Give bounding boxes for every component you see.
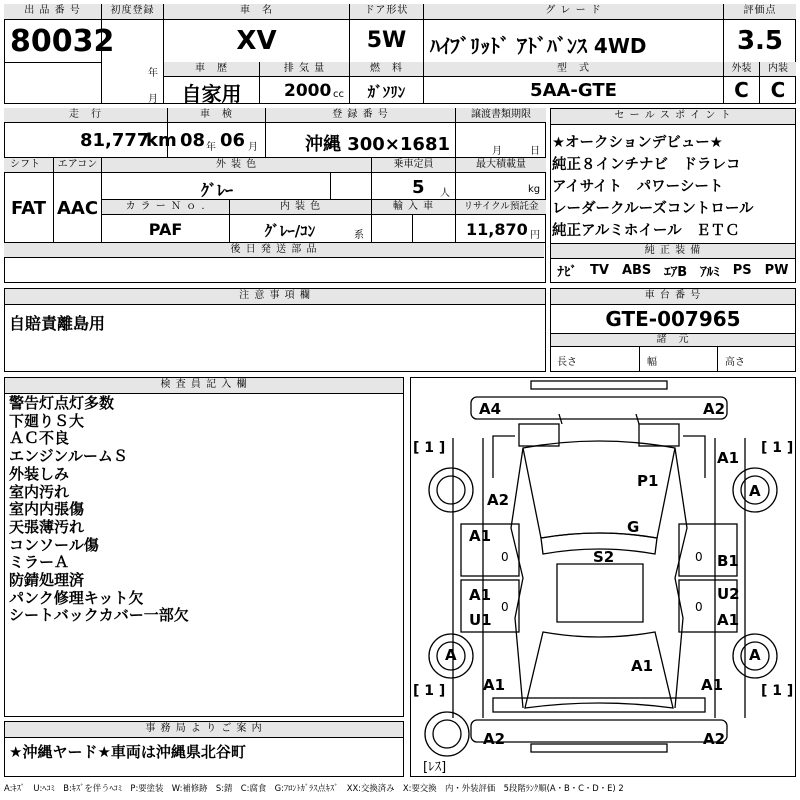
interior-color-cell: [230, 200, 372, 242]
inspector-note: 天張薄汚れ: [9, 517, 85, 536]
inspection-year-unit: 年: [206, 142, 216, 153]
aircon: AAC: [56, 198, 99, 219]
equipment-item: ｱﾙﾐ: [700, 265, 720, 280]
first-registration-year-unit: 年: [148, 68, 158, 79]
transfer-deadline-cell: [456, 108, 546, 158]
inspector-note: エンジンルームＳ: [9, 447, 128, 466]
sales-point-line: 純正８インチナビ ドラレコ: [552, 157, 741, 173]
damage-diagram-section: [410, 377, 796, 777]
exterior-color-label: 外 装 色: [102, 158, 371, 173]
interior-score-label: 内装: [760, 62, 796, 77]
mileage-unit: km: [146, 130, 177, 151]
spare-tire-mark: [ﾚｽ]: [423, 760, 447, 775]
history-label: 車 歴: [164, 62, 259, 77]
car-name: XV: [236, 26, 277, 56]
import-cell: [372, 200, 456, 242]
door-label: ドア形状: [350, 4, 423, 20]
model: 5AA-GTE: [530, 80, 617, 101]
grade: ﾊｲﾌﾞﾘｯﾄﾞ ｱﾄﾞﾊﾞﾝｽ 4WD: [430, 34, 647, 58]
equipment-list: [551, 259, 795, 282]
plate-number: 沖縄 300×1681: [304, 134, 450, 155]
damage-mark: A: [749, 482, 761, 500]
office-notice-section: [4, 721, 404, 777]
dimensions-label: 諸 元: [551, 333, 795, 347]
inspector-note: ＡＣ不良: [9, 429, 70, 448]
grade-cell: [424, 4, 724, 62]
sales-points-section: [550, 108, 796, 283]
first-registration-label: 初度登録: [102, 4, 163, 20]
caution-label: 注 意 事 項 欄: [5, 289, 545, 305]
color-no-label: カ ラ ー Ｎ ｏ .: [102, 200, 229, 215]
capacity: 5: [412, 177, 425, 198]
fuel-cell: [350, 62, 424, 104]
lot-number-cell: [4, 4, 115, 62]
damage-mark: A: [445, 646, 457, 664]
car-outline-diagram: [411, 378, 795, 776]
import-label: 輸 入 車: [372, 200, 455, 215]
equipment-label: 純 正 装 備: [551, 243, 795, 259]
tire-mark: [ 1 ]: [761, 440, 794, 456]
interior-score-cell: [760, 62, 796, 104]
capacity-label: 乗車定員: [372, 158, 455, 173]
color-no-cell: [102, 200, 230, 242]
mileage-cell: [4, 108, 177, 158]
lot-blank-cell: [4, 62, 102, 104]
plate-cell: [266, 108, 456, 158]
tire-mark: [ 1 ]: [413, 683, 446, 699]
lot-number-label: 出 品 番 号: [4, 4, 101, 20]
model-label: 型 式: [424, 62, 723, 77]
sales-point-line: レーダークルーズコントロール: [552, 201, 754, 217]
inspector-note: 警告灯点灯多数: [9, 394, 115, 412]
color-no: PAF: [148, 220, 183, 239]
max-load-label: 最大積載量: [456, 158, 546, 173]
sales-point-line: 純正アルミホイール ＥＴＣ: [552, 223, 740, 239]
equipment-item: PW: [764, 263, 789, 278]
tire-mark: [ 1 ]: [761, 683, 794, 699]
recycle-fee: 11,870: [466, 220, 528, 239]
max-load-unit: kg: [528, 184, 541, 195]
car-name-cell: [164, 4, 350, 62]
later-parts-label: 後 日 発 送 部 品: [4, 243, 544, 258]
damage-mark: A1: [631, 657, 654, 675]
capacity-cell: [372, 158, 456, 200]
damage-mark: A2: [703, 400, 726, 418]
damage-mark: A1: [469, 527, 492, 545]
mileage-label: 走 行: [4, 108, 167, 123]
office-notice-text: ★沖縄ヤード★車両は沖縄県北谷町: [9, 743, 246, 761]
sales-points-label: セ ー ル ス ポ イ ン ト: [551, 109, 795, 125]
sales-point-line: アイサイト パワーシート: [552, 179, 724, 195]
inspector-note: 室内汚れ: [9, 482, 70, 501]
chassis-number: GTE-007965: [605, 307, 741, 331]
equipment-item: ABS: [621, 263, 652, 278]
sales-point-line: ★オークションデビュー★: [552, 135, 723, 151]
height-label: 高さ: [725, 357, 745, 368]
door-cell: [350, 4, 424, 62]
door-mark: 0: [501, 600, 509, 614]
damage-mark: B1: [717, 552, 739, 570]
displacement-cell: [260, 62, 350, 104]
exterior-color: ｸﾞﾚｰ: [200, 181, 233, 200]
exterior-score: C: [734, 78, 749, 102]
shift-label: シフト: [4, 158, 53, 173]
equipment-item: PS: [732, 263, 752, 278]
door-mark: 0: [501, 550, 509, 564]
score: 3.5: [736, 26, 784, 56]
history-cell: [164, 62, 260, 104]
inspector-note: 下廻りＳ大: [9, 411, 85, 430]
damage-mark: A1: [717, 611, 740, 629]
history: 自家用: [181, 82, 242, 106]
displacement-label: 排 気 量: [260, 62, 349, 77]
inspection-cell: [168, 108, 266, 158]
first-registration-month-unit: 月: [148, 94, 158, 105]
aircon-label: エアコン: [54, 158, 101, 173]
door-mark: 0: [695, 550, 703, 564]
width-label: 幅: [647, 357, 657, 368]
later-parts-cell: [4, 242, 546, 283]
shift: FAT: [10, 198, 47, 219]
chassis-section: [550, 288, 796, 372]
equipment-item: ﾅﾋﾞ: [557, 265, 577, 280]
damage-mark: A1: [701, 676, 724, 694]
recycle-unit: 円: [530, 230, 540, 241]
damage-mark: A1: [483, 676, 506, 694]
transfer-deadline-label: 譲渡書類期限: [456, 108, 546, 123]
inspector-note: 外装しみ: [9, 464, 70, 483]
caution-text: 自賠責離島用: [9, 314, 106, 333]
exterior-score-label: 外装: [724, 62, 759, 77]
displacement: 2000: [284, 81, 332, 101]
damage-mark: A2: [703, 730, 726, 748]
damage-mark: A: [749, 646, 761, 664]
office-notice-label: 事 務 局 よ り ご 案 内: [5, 722, 403, 738]
inspector-note: 防錆処理済: [9, 571, 85, 590]
inspection-label: 車 検: [168, 108, 265, 123]
recycle-label: リサイクル預託金: [456, 200, 546, 215]
equipment-item: TV: [590, 263, 609, 278]
inspector-note: シートバックカバー一部欠: [9, 606, 189, 625]
damage-mark: G: [627, 518, 640, 536]
tire-mark: [ 1 ]: [413, 440, 446, 456]
door-mark: 0: [695, 600, 703, 614]
car-name-label: 車 名: [164, 4, 349, 20]
displacement-unit: cc: [333, 89, 344, 100]
exterior-color-cell: [102, 158, 372, 200]
fuel-label: 燃 料: [350, 62, 423, 77]
damage-mark: A1: [717, 449, 740, 467]
aircon-cell: [54, 158, 102, 242]
score-cell: [724, 4, 796, 62]
damage-mark: A1: [469, 586, 492, 604]
damage-mark: A2: [487, 491, 510, 509]
exterior-score-cell: [724, 62, 760, 104]
interior-score: C: [770, 78, 786, 102]
interior-color-unit: 系: [354, 230, 364, 241]
fuel: ｶﾞｿﾘﾝ: [367, 83, 406, 101]
door-type: 5W: [366, 28, 407, 53]
length-label: 長さ: [557, 357, 577, 368]
first-registration-cell: [102, 4, 164, 104]
transfer-day-unit: 日: [530, 146, 540, 157]
caution-section: [4, 288, 546, 372]
interior-color: ｸﾞﾚｰ/ｺﾝ: [264, 222, 316, 240]
chassis-label: 車 台 番 号: [551, 289, 795, 305]
inspector-note: 室内内張傷: [9, 500, 85, 519]
equipment-item: ｴｱB: [664, 265, 688, 280]
inspection-month-unit: 月: [248, 142, 258, 153]
inspector-note: パンク修理キット欠: [9, 588, 144, 607]
inspector-notes-list: [9, 395, 189, 625]
inspector-notes-section: [4, 377, 404, 717]
damage-mark: A2: [483, 730, 506, 748]
recycle-cell: [456, 200, 546, 242]
score-label: 評価点: [724, 4, 796, 20]
damage-mark: U1: [469, 611, 492, 629]
model-cell: [424, 62, 724, 104]
damage-mark: S2: [593, 548, 615, 566]
mileage: 81,777: [80, 130, 150, 151]
shift-cell: [4, 158, 54, 242]
max-load-cell: [456, 158, 546, 200]
transfer-month-unit: 月: [492, 146, 502, 157]
inspection-year: 08: [180, 130, 206, 151]
interior-color-label: 内 装 色: [230, 200, 371, 215]
damage-mark: P1: [637, 472, 659, 490]
inspector-notes-label: 検 査 員 記 入 欄: [5, 378, 403, 394]
legend-footer: A:ｷｽﾞ U:ﾍｺﾐ B:ｷｽﾞを伴うﾍｺﾐ P:要塗装 W:補修跡 S:錆 C:腐食 G:ﾌﾛﾝﾄｶﾞﾗｽ点ｷｽﾞ XX:交換済み X:要交換 内・外装評価 5段階ﾗﾝｸ順(A・B・C・D・E) 2: [4, 783, 624, 793]
capacity-unit: 人: [440, 188, 450, 199]
damage-mark: A4: [479, 400, 502, 418]
grade-label: グ レ ー ド: [424, 4, 723, 20]
damage-mark: U2: [717, 585, 740, 603]
inspection-month: 06: [220, 130, 246, 151]
inspector-note: ミラーＡ: [9, 553, 70, 572]
lot-number: 80032: [10, 24, 115, 59]
inspector-note: コンソール傷: [9, 535, 99, 554]
plate-label: 登 録 番 号: [266, 108, 455, 123]
